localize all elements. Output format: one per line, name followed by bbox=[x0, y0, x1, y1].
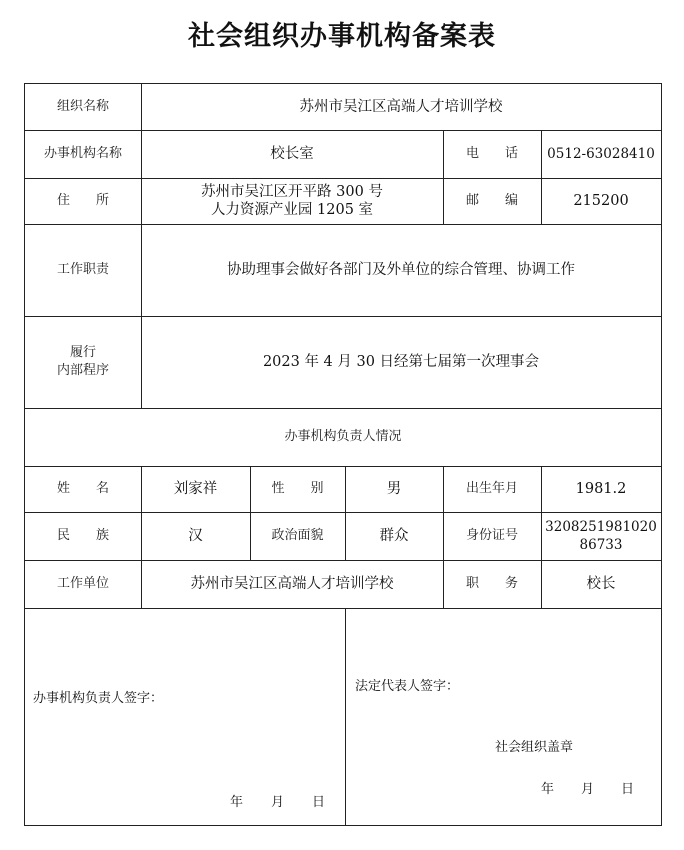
id-value bbox=[541, 512, 661, 560]
name-label: 姓 名 bbox=[56, 481, 109, 496]
id-label: 身份证号 bbox=[465, 528, 518, 543]
col-divider bbox=[345, 608, 346, 825]
ethnic-value: 汉 bbox=[188, 528, 203, 544]
row-divider bbox=[25, 608, 661, 609]
procedure-label-line-2: 内部程序 bbox=[56, 363, 109, 378]
head-date-day: 日 bbox=[312, 795, 326, 810]
phone-label: 电 话 bbox=[465, 146, 518, 161]
postcode-value: 215200 bbox=[573, 193, 629, 209]
legal-signature-label: 法定代表人签字： bbox=[355, 679, 460, 694]
head-date-month: 月 bbox=[271, 795, 285, 810]
name-value: 刘家祥 bbox=[173, 481, 218, 497]
address-value bbox=[141, 178, 443, 224]
legal-date-month: 月 bbox=[581, 782, 595, 797]
office-name-value: 校长室 bbox=[270, 146, 314, 162]
postcode-label: 邮 编 bbox=[465, 193, 518, 208]
post-value: 校长 bbox=[586, 576, 616, 592]
address-label: 住 所 bbox=[56, 193, 109, 208]
office-name-label: 办事机构名称 bbox=[43, 146, 122, 161]
work-label: 工作单位 bbox=[56, 576, 109, 591]
form-title: 社会组织办事机构备案表 bbox=[188, 21, 496, 52]
political-label: 政治面貌 bbox=[271, 528, 324, 543]
gender-value: 男 bbox=[386, 481, 402, 497]
address-line-1: 苏州市吴江区开平路 300 号 bbox=[201, 184, 383, 200]
legal-date-year: 年 bbox=[541, 782, 555, 797]
org-name-label: 组织名称 bbox=[56, 99, 109, 114]
gender-label: 性 别 bbox=[271, 481, 324, 496]
duties-value: 协助理事会做好各部门及外单位的综合管理、协调工作 bbox=[227, 262, 575, 278]
address-line-2: 人力资源产业园 1205 室 bbox=[210, 202, 374, 218]
legal-date-day: 日 bbox=[621, 782, 635, 797]
birth-label: 出生年月 bbox=[465, 481, 518, 496]
head-signature-label: 办事机构负责人签字： bbox=[33, 691, 164, 706]
post-label: 职 务 bbox=[465, 576, 518, 591]
id-line-1: 3208251981020 bbox=[545, 519, 657, 535]
procedure-label-line-1: 履行 bbox=[69, 345, 96, 360]
head-date-year: 年 bbox=[230, 795, 244, 810]
section-heading: 办事机构负责人情况 bbox=[284, 429, 402, 444]
procedure-label bbox=[25, 316, 141, 408]
political-value: 群众 bbox=[379, 528, 409, 544]
birth-value: 1981.2 bbox=[575, 481, 627, 497]
phone-value: 0512-63028410 bbox=[547, 146, 655, 162]
registration-form bbox=[24, 83, 662, 826]
duties-label: 工作职责 bbox=[56, 262, 109, 277]
work-value: 苏州市吴江区高端人才培训学校 bbox=[190, 576, 394, 592]
org-name-value: 苏州市吴江区高端人才培训学校 bbox=[299, 99, 503, 115]
ethnic-label: 民 族 bbox=[56, 528, 109, 543]
id-line-2: 86733 bbox=[579, 537, 623, 553]
procedure-value: 2023 年 4 月 30 日经第七届第一次理事会 bbox=[262, 354, 540, 370]
seal-label: 社会组织盖章 bbox=[495, 740, 574, 755]
